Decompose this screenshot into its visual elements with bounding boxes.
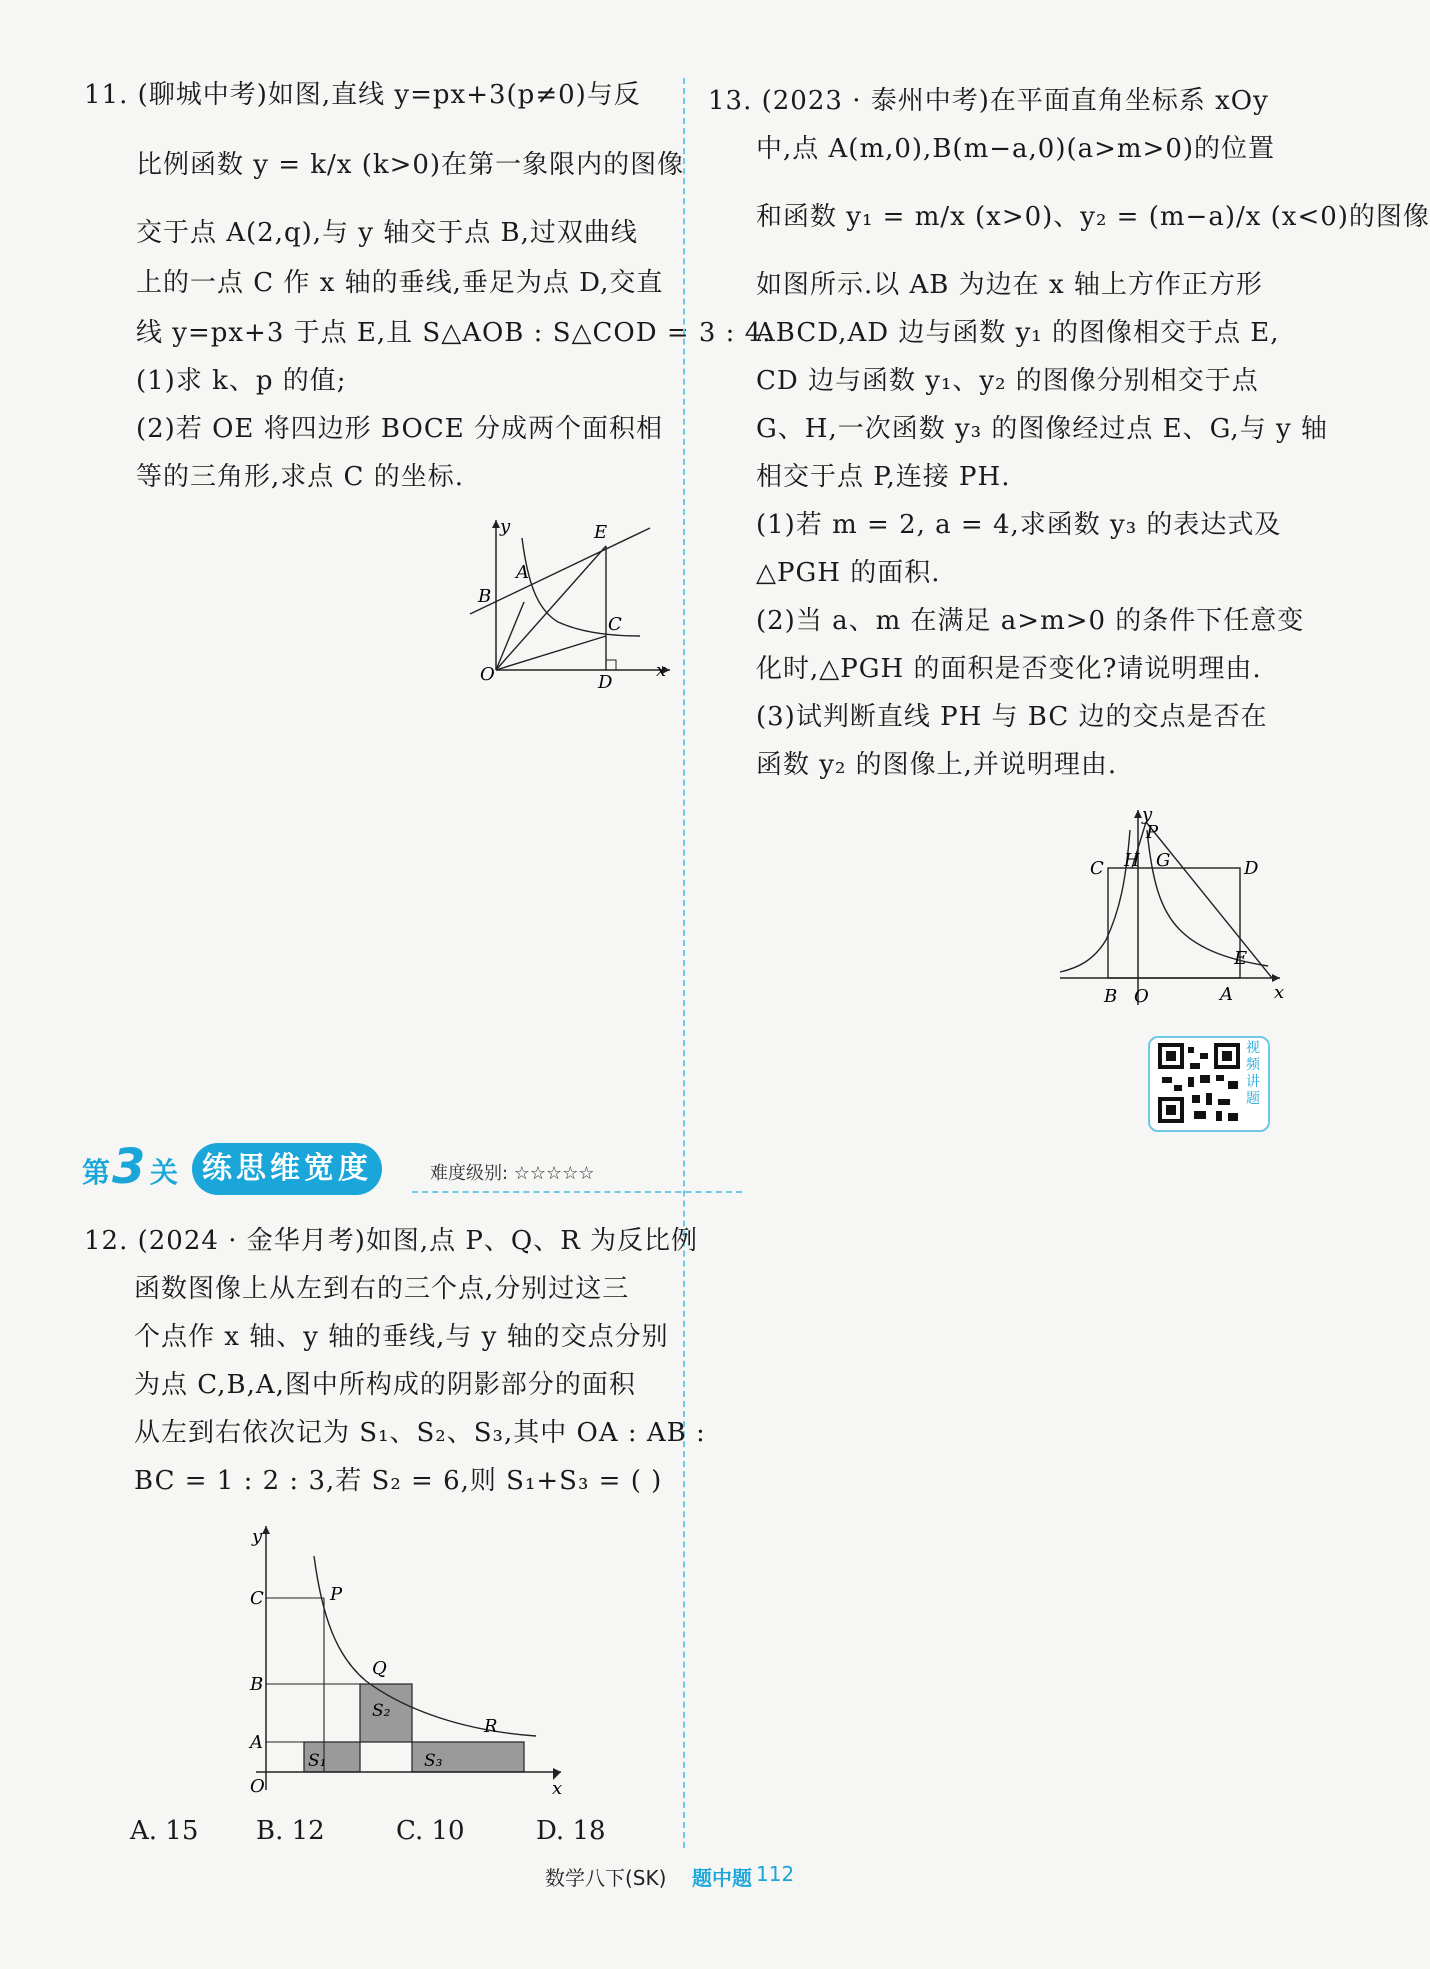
q12-line-2: 函数图像上从左到右的三个点,分别过这三 <box>134 1274 630 1304</box>
q12-label-O: O <box>250 1776 265 1797</box>
q11-line-8: 等的三角形,求点 C 的坐标. <box>136 462 464 492</box>
section-dashed-line <box>412 1191 742 1193</box>
q11-label-x: x <box>656 660 667 681</box>
q11-label-O: O <box>480 664 495 685</box>
q12-label-y: y <box>252 1526 263 1547</box>
q13-line-8: 相交于点 P,连接 PH. <box>756 462 1011 492</box>
q12-line-6: BC = 1 : 2 : 3,若 S₂ = 6,则 S₁+S₃ = ( ) <box>134 1466 663 1496</box>
q13-label-O: O <box>1134 986 1149 1007</box>
q12-label-S2: S₂ <box>372 1701 391 1721</box>
q13-line-14: 函数 y₂ 的图像上,并说明理由. <box>756 750 1118 780</box>
q13-label-y: y <box>1142 804 1153 825</box>
q13-line-5: ABCD,AD 边与函数 y₁ 的图像相交于点 E, <box>756 318 1280 348</box>
q12-label-B: B <box>250 1674 264 1695</box>
q12-line-3: 个点作 x 轴、y 轴的垂线,与 y 轴的交点分别 <box>134 1322 669 1352</box>
footer-page-number: 112 <box>756 1862 795 1886</box>
section-title: 练思维宽度 <box>192 1143 382 1195</box>
q11-label-B: B <box>478 586 492 607</box>
q11-line-6: (1)求 k、p 的值; <box>136 366 347 396</box>
q12-line-5: 从左到右依次记为 S₁、S₂、S₃,其中 OA : AB : <box>134 1418 706 1448</box>
q11-line-1: 11. (聊城中考)如图,直线 y=px+3(p≠0)与反 <box>84 80 641 110</box>
section-banner <box>82 1139 662 1199</box>
footer-book: 数学八下(SK) <box>545 1866 667 1890</box>
q11-label-E: E <box>594 522 608 543</box>
q12-label-Q: Q <box>372 1658 387 1679</box>
section-guan: 关 <box>150 1156 179 1189</box>
q13-line-12: 化时,△PGH 的面积是否变化?请说明理由. <box>756 654 1262 684</box>
q13-label-C: C <box>1090 858 1104 879</box>
q12-label-C: C <box>250 1588 264 1609</box>
qr-label: 视频讲题 <box>1246 1040 1260 1107</box>
q13-label-G: G <box>1156 850 1171 871</box>
q13-line-9: (1)若 m = 2, a = 4,求函数 y₃ 的表达式及 <box>756 510 1282 540</box>
q13-label-x: x <box>1274 982 1285 1003</box>
q12-line-4: 为点 C,B,A,图中所构成的阴影部分的面积 <box>134 1370 636 1400</box>
q12-option-c[interactable]: C. 10 <box>396 1816 465 1846</box>
q11-label-C: C <box>608 614 622 635</box>
q12-line-1: 12. (2024 · 金华月考)如图,点 P、Q、R 为反比例 <box>84 1226 699 1256</box>
q12-figure <box>236 1516 576 1799</box>
q12-option-d[interactable]: D. 18 <box>536 1816 606 1846</box>
q12-option-a[interactable]: A. 15 <box>130 1816 199 1846</box>
q12-label-S3: S₃ <box>424 1751 443 1771</box>
q13-line-4: 如图所示.以 AB 为边在 x 轴上方作正方形 <box>756 270 1263 300</box>
q13-line-10: △PGH 的面积. <box>756 558 941 588</box>
q12-label-S1: S₁ <box>308 1751 327 1771</box>
q11-line-4: 上的一点 C 作 x 轴的垂线,垂足为点 D,交直 <box>136 268 664 298</box>
q12-label-x: x <box>552 1778 563 1799</box>
q13-line-7: G、H,一次函数 y₃ 的图像经过点 E、G,与 y 轴 <box>756 414 1328 444</box>
q11-label-A: A <box>516 562 529 583</box>
q13-label-P: P <box>1146 822 1159 843</box>
q11-line-7: (2)若 OE 将四边形 BOCE 分成两个面积相 <box>136 414 663 444</box>
q13-label-E: E <box>1234 948 1248 969</box>
q11-figure <box>460 510 680 693</box>
q13-line-13: (3)试判断直线 PH 与 BC 边的交点是否在 <box>756 702 1268 732</box>
q13-label-B: B <box>1104 986 1118 1007</box>
q13-line-2: 中,点 A(m,0),B(m−a,0)(a>m>0)的位置 <box>756 134 1276 164</box>
q12-label-R: R <box>484 1716 498 1737</box>
q13-line-6: CD 边与函数 y₁、y₂ 的图像分别相交于点 <box>756 366 1259 396</box>
q11-line-3: 交于点 A(2,q),与 y 轴交于点 B,过双曲线 <box>136 218 638 248</box>
section-number: 3 <box>112 1139 146 1195</box>
difficulty-rating: 难度级别: ☆☆☆☆☆ <box>430 1163 595 1184</box>
section-di: 第 <box>82 1156 111 1189</box>
column-divider <box>683 78 685 1848</box>
q13-line-11: (2)当 a、m 在满足 a>m>0 的条件下任意变 <box>756 606 1305 636</box>
q11-label-D: D <box>598 672 613 693</box>
q11-label-y: y <box>500 516 511 537</box>
q12-label-A: A <box>250 1732 263 1753</box>
q13-label-H: H <box>1124 850 1140 871</box>
q13-line-3: 和函数 y₁ = m/x (x>0)、y₂ = (m−a)/x (x<0)的图像 <box>756 202 1430 232</box>
q13-line-1: 13. (2023 · 泰州中考)在平面直角坐标系 xOy <box>708 86 1269 116</box>
q11-line-2: 比例函数 y = k/x (k>0)在第一象限内的图像 <box>136 150 685 180</box>
q13-figure <box>1050 800 1290 1020</box>
q13-label-D: D <box>1244 858 1259 879</box>
q12-label-P: P <box>330 1584 343 1605</box>
q13-label-A: A <box>1220 984 1233 1005</box>
q11-line-5: 线 y=px+3 于点 E,且 S△AOB : S△COD = 3 : 4. <box>136 318 772 348</box>
footer-series: 题中题 <box>692 1866 752 1890</box>
q12-option-b[interactable]: B. 12 <box>256 1816 325 1846</box>
